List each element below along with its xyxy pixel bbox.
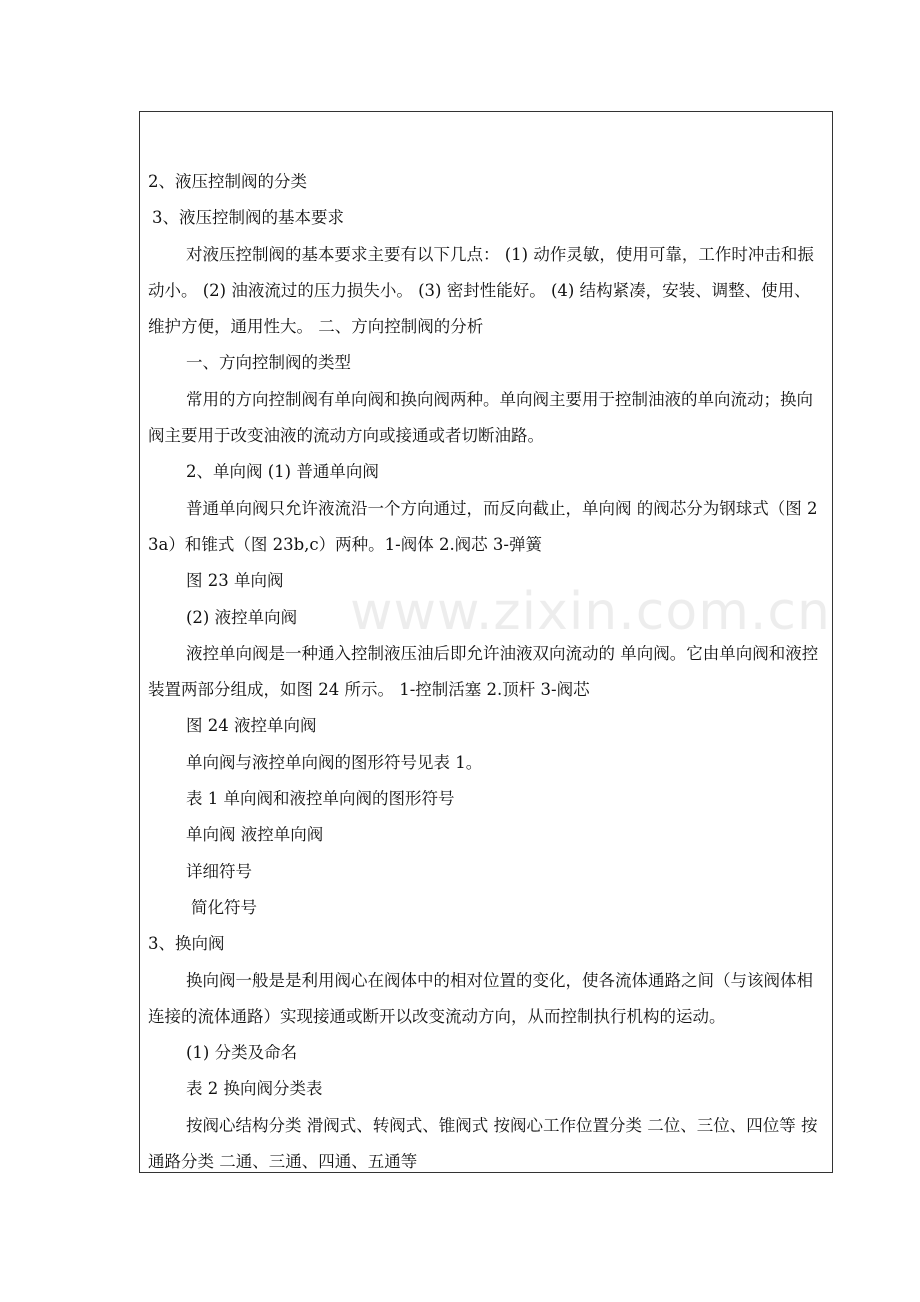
paragraph-directional-valve: 换向阀一般是是利用阀心在阀体中的相对位置的变化，使各流体通路之间（与该阀体相连接的流体通路）实现接通或断开以改变流动方向，从而控制执行机构的运动。 [148, 970, 813, 1026]
paragraph-symbol-reference: 单向阀与液控单向阀的图形符号见表 1。 [186, 752, 483, 772]
heading-classification: 2、液压控制阀的分类 [148, 172, 307, 191]
table-caption-1: 表 1 单向阀和液控单向阀的图形符号 [186, 789, 455, 809]
watermark: www.zixin.com.cn [350, 582, 831, 642]
heading-directional-valve: 3、换向阀 [148, 934, 225, 954]
paragraph-pilot-check-valve: 液控单向阀是一种通入控制液压油后即允许油液双向流动的 单向阀。它由单向阀和液控装置两部分组成，如图 24 所示。 1-控制活塞 2.顶杆 3-阀芯 [148, 643, 819, 700]
heading-pilot-check-valve: (2) 液控单向阀 [186, 607, 298, 627]
figure-caption-23: 图 23 单向阀 [186, 571, 284, 591]
table-1-row-simplified: 简化符号 [191, 897, 257, 917]
heading-classification-naming: (1) 分类及命名 [186, 1043, 298, 1063]
document-body [148, 164, 826, 1180]
paragraph-check-valve: 普通单向阀只允许液流沿一个方向通过，而反向截止，单向阀 的阀芯分为钢球式（图 23a）和锥式（图 23b,c）两种。1-阀体 2.阀芯 3-弹簧 [148, 498, 818, 554]
table-1-row-detailed: 详细符号 [186, 861, 252, 881]
paragraph-requirements: 对液压控制阀的基本要求主要有以下几点： (1) 动作灵敏，使用可靠，工作时冲击和振动小。 (2) 油液流过的压力损失小。 (3) 密封性能好。 (4) 结构紧凑，安装、调整、使用、维护方便，通用性大。 二、方向控制阀的分析 [148, 244, 814, 337]
content-table-cell [139, 111, 833, 1173]
figure-caption-24: 图 24 液控单向阀 [186, 716, 317, 736]
paragraph-direction-valves: 常用的方向控制阀有单向阀和换向阀两种。单向阀主要用于控制油液的单向流动；换向阀主要用于改变油液的流动方向或接通或者切断油路。 [148, 389, 813, 446]
table-1-header: 单向阀 液控单向阀 [186, 825, 324, 845]
table-2-content: 按阀心结构分类 滑阀式、转阀式、锥阀式 按阀心工作位置分类 二位、三位、四位等 按通路分类 二通、三通、四通、五通等 [148, 1115, 818, 1172]
table-caption-2: 表 2 换向阀分类表 [186, 1079, 323, 1099]
heading-direction-valve-types: 一、方向控制阀的类型 [186, 353, 351, 373]
heading-check-valve: 2、单向阀 (1) 普通单向阀 [186, 462, 379, 482]
heading-basic-requirements: 3、液压控制阀的基本要求 [152, 208, 344, 228]
